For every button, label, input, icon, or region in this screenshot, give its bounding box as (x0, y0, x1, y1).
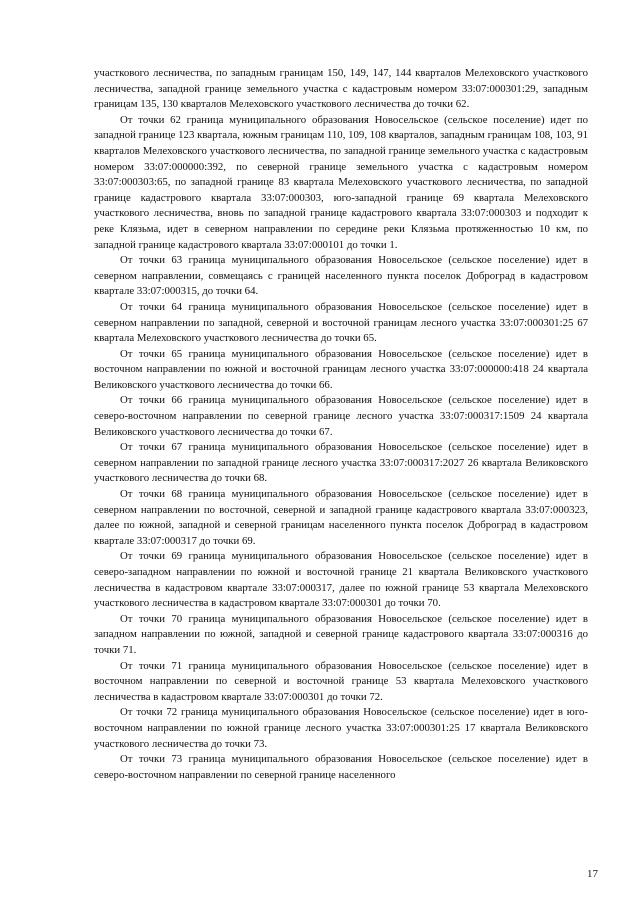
paragraph-point-63: От точки 63 граница муниципального образования Новосельское (сельское поселение) идет в северном направлении, совмещаясь с границей населенного пункта поселок Доброград в кадастровом квартале 33:07:000315, до точки 64. (94, 254, 588, 298)
paragraph-point-64: От точки 64 граница муниципального образования Новосельское (сельское поселение) идет в северном направлении по западной, северной и восточной границам лесного участка 33:07:000301:25 67 квартала Мелеховского участкового лесничества до точки 65. (94, 300, 588, 345)
paragraph-point-67: От точки 67 граница муниципального образования Новосельское (сельское поселение) идет в северном направлении по западной границе лесного участка 33:07:000317:2027 26 квартала Великовского участкового лесничества до точки 68. (94, 441, 588, 485)
paragraph-point-62: От точки 62 граница муниципального образования Новосельское (сельское поселение) идет по западной границе 123 квартала, южным границам 110, 109, 108 кварталов, западным границам 108, 103, 91 кварталов Мелеховского участкового лесничества, по западной границе земельного участка с кадастровым номером 33:07:000000:392, по северной границе земельного участка с кадастровым номером 33:07:000303:65, по западной границе 83 квартала Мелеховского участкового лесничества, по западной границе кадастрового квартала 33:07:000303, юго-западной границе 69 квартала Мелеховского участкового лесничества, вновь по западной границе кадастрового квартала 33:07:000303 и подходит к реке Клязьма, идет в северном направлении по середине реки Клязьма протяженностью 10 км, по западной границе кадастрового квартала 33:07:000101 до точки 1. (94, 113, 588, 251)
paragraph-point-69: От точки 69 граница муниципального образования Новосельское (сельское поселение) идет в северо-западном направлении по южной и восточной границе 21 квартала Великовского участкового лесничества в кадастровом квартале 33:07:000317, далее по южной границе 53 квартала Мелеховского участкового лесничества в кадастровом квартале 33:07:000301 до точки 70. (94, 550, 588, 610)
paragraph-point-72: От точки 72 граница муниципального образования Новосельское (сельское поселение) идет в юго-восточном направлении по южной границе лесного участка 33:07:000301:25 17 квартала Великовского участкового лесничества до точки 73. (94, 706, 588, 750)
page-number: 17 (587, 868, 598, 880)
paragraph-point-70: От точки 70 граница муниципального образования Новосельское (сельское поселение) идет в западном направлении по южной, западной и северной границе кадастрового квартала 33:07:000316 до точки 71. (94, 612, 588, 656)
document-body (94, 66, 588, 783)
paragraph-point-73: От точки 73 граница муниципального образования Новосельское (сельское поселение) идет в северо-восточном направлении по северной границе населенного (94, 753, 588, 781)
paragraph-point-68: От точки 68 граница муниципального образования Новосельское (сельское поселение) идет в северном направлении по восточной, северной и западной границе кадастрового квартала 33:07:000323, далее по южной, западной и северной границам населенного пункта поселок Доброград в кадастровом квартале 33:07:000317 до точки 69. (94, 488, 588, 547)
paragraph-point-66: От точки 66 граница муниципального образования Новосельское (сельское поселение) идет в северо-восточном направлении по северной границе лесного участка 33:07:000317:1509 24 квартала Великовского участкового лесничества до точки 67. (94, 394, 588, 438)
paragraph-point-65: От точки 65 граница муниципального образования Новосельское (сельское поселение) идет в восточном направлении по южной и восточной границам лесного участка 33:07:000000:418 24 квартала Великовского участкового лесничества до точки 66. (94, 347, 588, 391)
paragraph-point-71: От точки 71 граница муниципального образования Новосельское (сельское поселение) идет в восточном направлении по северной и восточной границе 53 квартала Мелеховского участкового лесничества в кадастровом квартале 33:07:000301 до точки 72. (94, 659, 588, 703)
paragraph-continuation: участкового лесничества, по западным границам 150, 149, 147, 144 кварталов Мелеховского участкового лесничества, западной границе земельного участка с кадастровым номером 33:07:000301:29, западным границам 135, 130 кварталов Мелеховского участкового лесничества до точки 62. (94, 67, 588, 111)
